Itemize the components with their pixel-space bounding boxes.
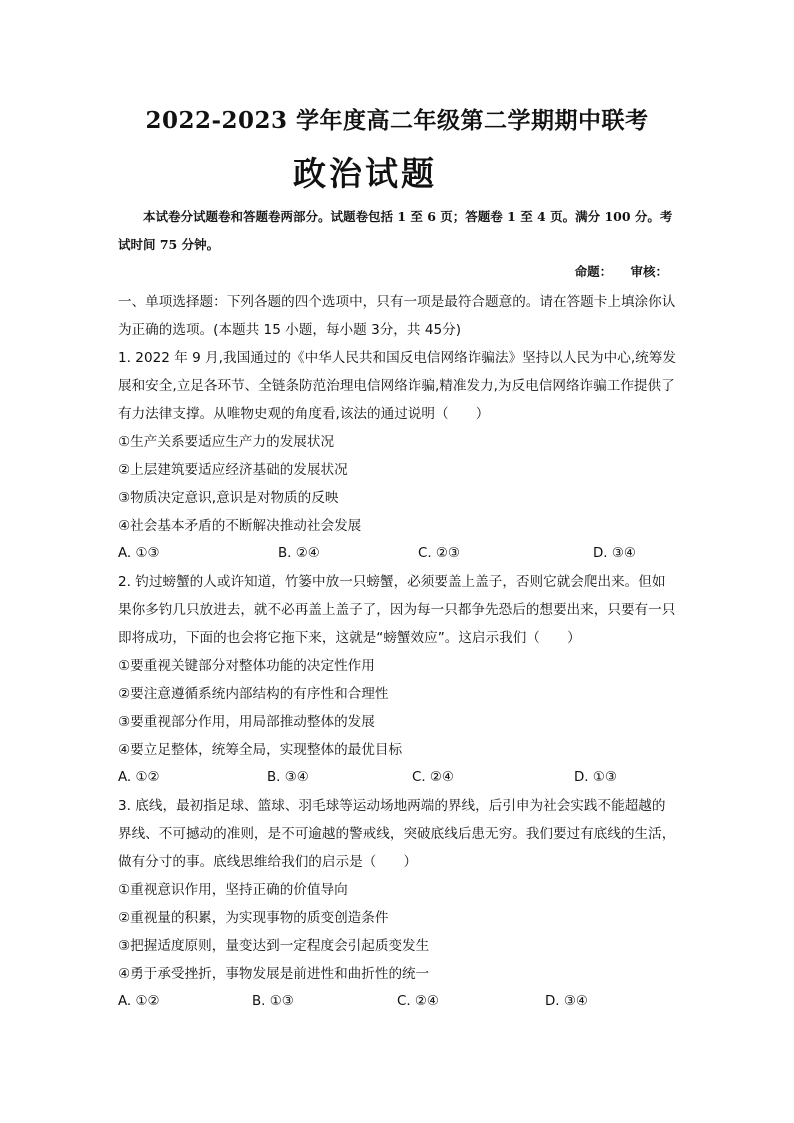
- option-c: C. ②③: [418, 546, 460, 561]
- answer-options: [118, 988, 678, 1016]
- option-a: A. ①③: [118, 546, 160, 561]
- question-2: [118, 568, 678, 792]
- option-a: A. ①②: [118, 770, 160, 785]
- question-item: ④勇于承受挫折，事物发展是前进性和曲折性的统一: [118, 966, 430, 982]
- option-b: B. ①③: [252, 994, 294, 1009]
- answer-options: [118, 540, 678, 568]
- answer-options: [118, 764, 678, 792]
- option-d: D. ③④: [545, 994, 588, 1009]
- exam-title: 2022-2023 学年度高二年级第二学期期中联考: [145, 107, 649, 134]
- subject-title: 政治试题: [293, 154, 437, 193]
- question-item: ③把握适度原则，量变达到一定程度会引起质变发生: [118, 938, 430, 954]
- question-stem: 2. 钓过螃蟹的人或许知道，竹篓中放一只螃蟹，必须要盖上盖子，否则它就会爬出来。但如果你多钓几只放进去，就不必再盖上盖子了，因为每一只都争先恐后的想要出来，只要有一只即将成功，下面的也会将它拖下来，这就是“螃蟹效应”。这启示我们（ ）: [118, 574, 676, 646]
- question-stem: 3. 底线，最初指足球、篮球、羽毛球等运动场地两端的界线，后引申为社会实践不能超越的界线、不可撼动的准则，是不可逾越的警戒线，突破底线后患无穷。我们要过有底线的生活，做有分寸的事。底线思维给我们的启示是（ ）: [118, 798, 676, 870]
- question-item: ②要注意遵循系统内部结构的有序性和合理性: [118, 686, 389, 702]
- question-item: ④社会基本矛盾的不断解决推动社会发展: [118, 518, 362, 534]
- question-1: [118, 344, 678, 568]
- question-item: ②上层建筑要适应经济基础的发展状况: [118, 462, 348, 478]
- question-item: ②重视量的积累，为实现事物的质变创造条件: [118, 910, 389, 926]
- exam-notice: 本试卷分试题卷和答题卷两部分。试题卷包括 1 至 6 页；答题卷 1 至 4 页。满分 100 分。考试时间 75 分钟。: [118, 209, 673, 252]
- option-c: C. ②④: [412, 770, 454, 785]
- question-item: ③物质决定意识,意识是对物质的反映: [118, 490, 339, 506]
- option-a: A. ①②: [118, 994, 160, 1009]
- option-d: D. ①③: [574, 770, 617, 785]
- question-item: ①重视意识作用，坚持正确的价值导向: [118, 882, 348, 898]
- section-title: 一、单项选择题：下列各题的四个选项中，只有一项是最符合题意的。请在答题卡上填涂你认为正确的选项。(本题共 15 小题，每小题 3分，共 45分): [118, 294, 676, 338]
- option-d: D. ③④: [593, 546, 636, 561]
- question-item: ①生产关系要适应生产力的发展状况: [118, 434, 335, 450]
- question-item: ④要立足整体，统筹全局，实现整体的最优目标: [118, 742, 403, 758]
- question-stem: 1. 2022 年 9 月,我国通过的《中华人民共和国反电信网络诈骗法》坚持以人民为中心,统筹发展和安全,立足各环节、全链条防范治理电信网络诈骗,精准发力,为反电信网络诈骗工作提供了有力法律支撑。从唯物史观的角度看,该法的通过说明（ ）: [118, 350, 676, 422]
- exam-content: [118, 288, 678, 1016]
- question-3: [118, 792, 678, 1016]
- option-b: B. ③④: [267, 770, 309, 785]
- author-line: [561, 262, 668, 280]
- option-b: B. ②④: [278, 546, 320, 561]
- option-c: C. ②④: [397, 994, 439, 1009]
- question-item: ①要重视关键部分对整体功能的决定性作用: [118, 658, 375, 674]
- reviewer-label: 审核：: [630, 264, 668, 279]
- question-item: ③要重视部分作用，用局部推动整体的发展: [118, 714, 375, 730]
- setter-label: 命题：: [574, 264, 613, 279]
